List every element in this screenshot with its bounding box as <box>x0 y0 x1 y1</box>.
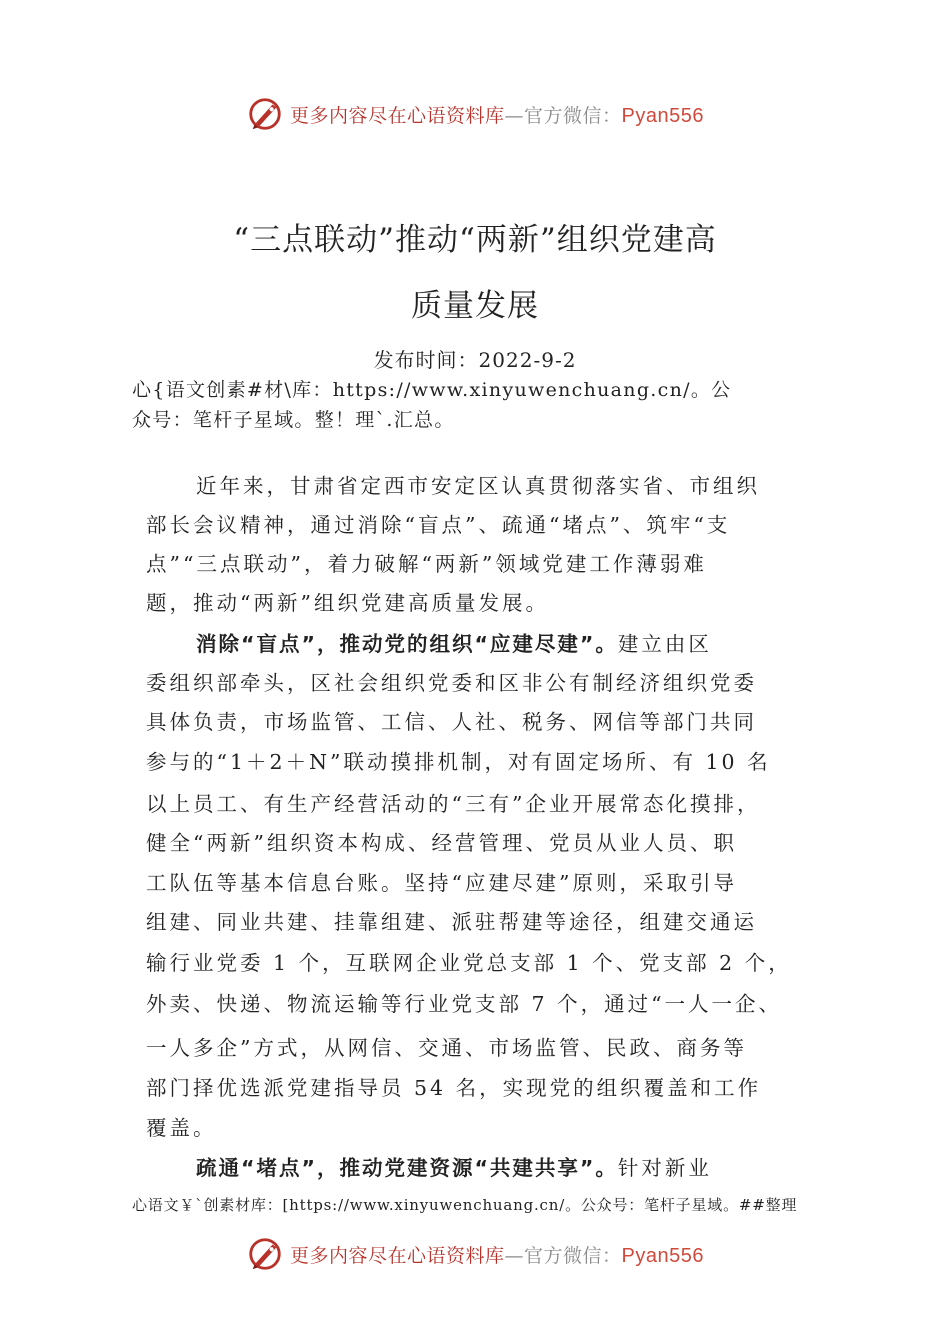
footer-source-note: 心语文￥`创素材库：[https://www.xinyuwenchuang.cn/。公众号：笔杆子星域。##整理 <box>132 1196 798 1214</box>
section-heading: 消除“盲点”，推动党的组织“应建尽建”。 <box>196 632 618 656</box>
section-heading: 疏通“堵点”，推动党建资源“共建共享”。 <box>196 1156 618 1180</box>
paragraph-line: 点”“三点联动”，着力破解“两新”领域党建工作薄弱难 <box>146 552 707 576</box>
article-title-line1: “三点联动”推动“两新”组织党建高 <box>233 222 717 258</box>
paragraph-line: 工队伍等基本信息台账。坚持“应建尽建”原则，采取引导 <box>146 871 737 895</box>
article-title-line2: 质量发展 <box>411 288 539 324</box>
publish-date: 发布时间：2022-9-2 <box>373 348 577 372</box>
paragraph-heading-line: 疏通“堵点”，推动党建资源“共建共享”。针对新业 <box>196 1156 712 1180</box>
paragraph-line: 组建、同业共建、挂靠组建、派驻帮建等途径，组建交通运 <box>146 910 757 934</box>
paragraph-line: 健全“两新”组织资本构成、经营管理、党员从业人员、职 <box>146 831 737 855</box>
source-note-line1: 心{语文创素#材\库：https://www.xinyuwenchuang.cn/。公 <box>132 379 732 401</box>
paragraph-line: 以上员工、有生产经营活动的“三有”企业开展常态化摸排， <box>146 792 761 816</box>
pen-logo-icon <box>246 95 284 133</box>
paragraph-line: 参与的“1＋2＋N”联动摸排机制，对有固定场所、有 10 名 <box>146 750 771 774</box>
paragraph-line: 一人多企”方式，从网信、交通、市场监管、民政、商务等 <box>146 1036 747 1060</box>
paragraph-line: 题，推动“两新”组织党建高质量发展。 <box>146 591 549 615</box>
paragraph-line: 近年来，甘肃省定西市安定区认真贯彻落实省、市组织 <box>196 474 760 498</box>
footer-banner <box>0 1232 950 1276</box>
source-note-line2: 众号：笔杆子星域。整！理`.汇总。 <box>132 409 455 431</box>
paragraph-line: 具体负责，市场监管、工信、人社、税务、网信等部门共同 <box>146 710 757 734</box>
paragraph-line: 委组织部牵头，区社会组织党委和区非公有制经济组织党委 <box>146 671 757 695</box>
pen-logo-icon <box>246 1235 284 1273</box>
paragraph-line: 部门择优选派党建指导员 54 名，实现党的组织覆盖和工作 <box>146 1076 762 1100</box>
header-banner <box>0 92 950 136</box>
banner-text: 更多内容尽在心语资料库—官方微信：Pyan556 <box>290 104 704 127</box>
paragraph-line: 覆盖。 <box>146 1116 217 1140</box>
paragraph-line: 外卖、快递、物流运输等行业党支部 7 个，通过“一人一企、 <box>146 992 783 1016</box>
paragraph-line: 部长会议精神，通过消除“盲点”、疏通“堵点”、筑牢“支 <box>146 513 731 537</box>
paragraph-heading-line: 消除“盲点”，推动党的组织“应建尽建”。建立由区 <box>196 632 712 656</box>
banner-text: 更多内容尽在心语资料库—官方微信：Pyan556 <box>290 1244 704 1267</box>
paragraph-line: 输行业党委 1 个，互联网企业党总支部 1 个、党支部 2 个， <box>146 951 792 975</box>
